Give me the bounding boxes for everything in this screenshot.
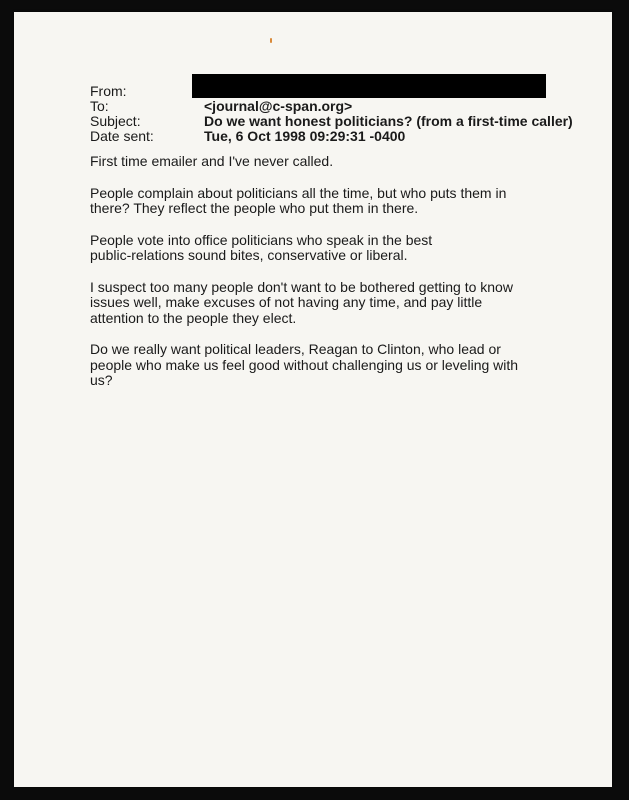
paragraph-1: [90, 154, 570, 170]
paragraph-4-line-2: issues well, make excuses of not having any time, and pay little: [90, 294, 483, 310]
from-label: From:: [90, 83, 127, 99]
date-value: Tue, 6 Oct 1998 09:29:31 -0400: [204, 128, 406, 144]
to-row: [90, 99, 573, 114]
paragraph-5-line-3: us?: [90, 372, 113, 388]
paragraph-4-line-1: I suspect too many people don't want to be bothered getting to know: [90, 278, 513, 295]
date-label: Date sent:: [90, 128, 154, 144]
paragraph-2-line-2: there? They reflect the people who put them in there.: [90, 200, 419, 216]
to-label: To:: [90, 98, 109, 114]
ink-mark: [270, 38, 272, 43]
paragraph-5-line-1: Do we really want political leaders, Reagan to Clinton, who lead or: [90, 341, 501, 357]
from-row: [90, 84, 573, 99]
paragraph-1-line-1: First time emailer and I've never called.: [90, 153, 334, 169]
paragraph-3-line-2: public-relations sound bites, conservative or liberal.: [90, 247, 408, 263]
subject-row: [90, 114, 573, 129]
paragraph-4: [90, 280, 570, 327]
email-body: [90, 154, 570, 405]
paragraph-5: [90, 342, 570, 389]
subject-label: Subject:: [90, 113, 141, 129]
paragraph-3: [90, 233, 570, 264]
subject-value: Do we want honest politicians? (from a first-time caller): [204, 113, 573, 129]
paragraph-4-line-3: attention to the people they elect.: [90, 309, 297, 326]
email-header: [90, 84, 573, 144]
paragraph-2-line-1: People complain about politicians all the time, but who puts them in: [90, 184, 507, 201]
paragraph-2: [90, 186, 570, 217]
paragraph-5-line-2: people who make us feel good without challenging us or leveling with: [90, 356, 519, 373]
date-row: [90, 129, 573, 144]
to-value: <journal@c-span.org>: [204, 98, 353, 114]
document-page: [14, 12, 612, 787]
paragraph-3-line-1: People vote into office politicians who speak in the best: [90, 231, 433, 248]
